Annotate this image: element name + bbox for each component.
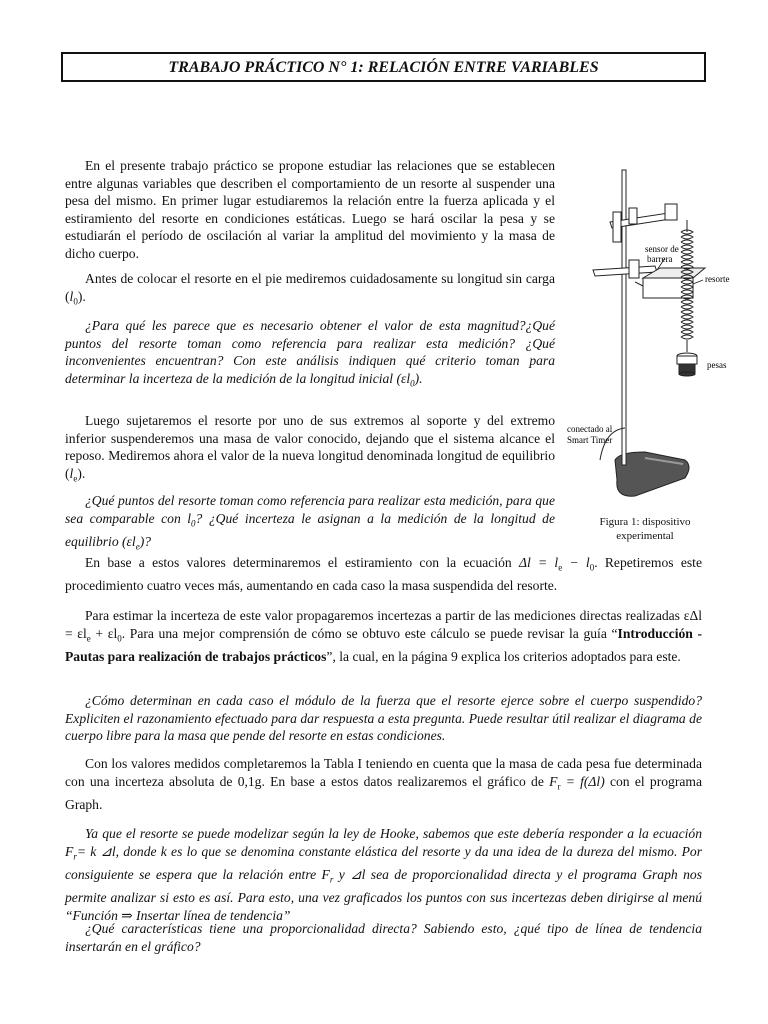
question-direct-proportionality: ¿Qué características tiene una proporcionalidad directa? Sabiendo esto, ¿qué tipo de línea de tendencia insertarán en el gráfico? (65, 921, 702, 954)
sensor-clamp (593, 266, 657, 276)
paragraph-table-graph: Con los valores medidos completaremos la Tabla I teniendo en cuenta que la masa de cada pesa fue determinada con una incerteza absoluta de 0,1g. En base a estos datos realizaremos el gráfico de $F_r = f(\Delta l)$ con el programa Graph. (65, 756, 702, 812)
paragraph-equilibrium-length: Luego sujetaremos el resorte por uno de sus extremos al soporte y del extremo inferior suspenderemos una masa de valor conocido, dejando que el sistema alcance el reposo. Mediremos ahora el valor de la nueva longitud denominada longitud de equilibrio $(l_e)$. (65, 413, 555, 484)
question-hooke-law: Ya que el resorte se puede modelizar según la ley de Hooke, sabemos que este debería responder a la ecuación $F_r= k$ ⊿l, donde k es lo que se denomina constante elástica del resorte y da una idea de la dureza del mismo. Por consiguiente se espera que la relación entre $F_r$ y ⊿l sea de proporcionalidad directa y el programa Graph nos permite analizar si esto es así. Para esto, una vez graficados los puntos con sus incertezas deben dirigirse al menú “Función ⇒ Insertar línea de tendencia” (65, 826, 702, 923)
stand-rod (622, 170, 626, 465)
paragraph-initial-length: Antes de colocar el resorte en el pie mediremos cuidadosamente su longitud sin carga $(l_0)$. (65, 271, 555, 307)
label-sensor: sensor de barrera (645, 244, 679, 264)
paragraph-uncertainty: Para estimar la incerteza de este valor propagaremos incertezas a partir de las mediciones directas realizadas $\varepsilon\Delta l = \varepsilon l_e + \varepsilon l_0$. Para una mejor comprensión de cómo se obtuvo este cálculo se puede revisar la guía “Introducción - Pautas para realización de trabajos prácticos”, la cual, en la página 9 explica los criterios adoptados para este. (65, 608, 702, 664)
question-force-modulus: ¿Cómo determinan en cada caso el módulo de la fuerza que el resorte ejerce sobre el cuerpo suspendido? Expliciten el razonamiento efectuado para dar respuesta a esta pregunta. Puede resultar útil realizar el diagrama de cuerpo libre para la masa que pende del resorte en estas condiciones. (65, 693, 702, 744)
page-title: TRABAJO PRÁCTICO N° 1: RELACIÓN ENTRE VARIABLES (61, 52, 706, 82)
paragraph-stretch-equation: En base a estos valores determinaremos el estiramiento con la ecuación $\Delta l = l_e - l_0$. Repetiremos este procedimiento cuatro veces más, aumentando en cada caso la masa suspendida del resorte. (65, 555, 702, 594)
paragraph-intro: En el presente trabajo práctico se propone estudiar las relaciones que se establecen entre algunas variables que describen el comportamiento de un resorte al suspender una pesa del mismo. En primer lugar estudiaremos la relación entre la fuerza aplicada y el estiramiento del resorte en condiciones estáticas. Luego se hará oscilar la pesa y se estudiarán el período de oscilación al variar la amplitud del movimiento y la masa de dicho cuerpo. (65, 158, 555, 261)
question-initial-length: ¿Para qué les parece que es necesario obtener el valor de esta magnitud?¿Qué puntos del resorte toman como referencia para realizar esta medición? ¿Qué inconvenientes encuentran? Con este análisis indiquen qué criterio toman para determinar la incerteza de la medición de la longitud inicial $(\varepsilon l_0)$. (65, 318, 555, 389)
weights (677, 353, 697, 376)
label-weights: pesas (707, 360, 727, 370)
experimental-setup-figure (565, 160, 765, 550)
label-spring: resorte (705, 274, 730, 284)
figure-caption: Figura 1: dispositivo experimental (599, 516, 691, 542)
question-equilibrium: ¿Qué puntos del resorte toman como referencia para realizar esta medición, para que sea comparable con $l_0$? ¿Qué incerteza le asignan a la medición de la longitud de equilibrio $(\varepsilon l_e)$? (65, 493, 556, 552)
label-timer: conectado al Smart Timer (567, 424, 613, 445)
